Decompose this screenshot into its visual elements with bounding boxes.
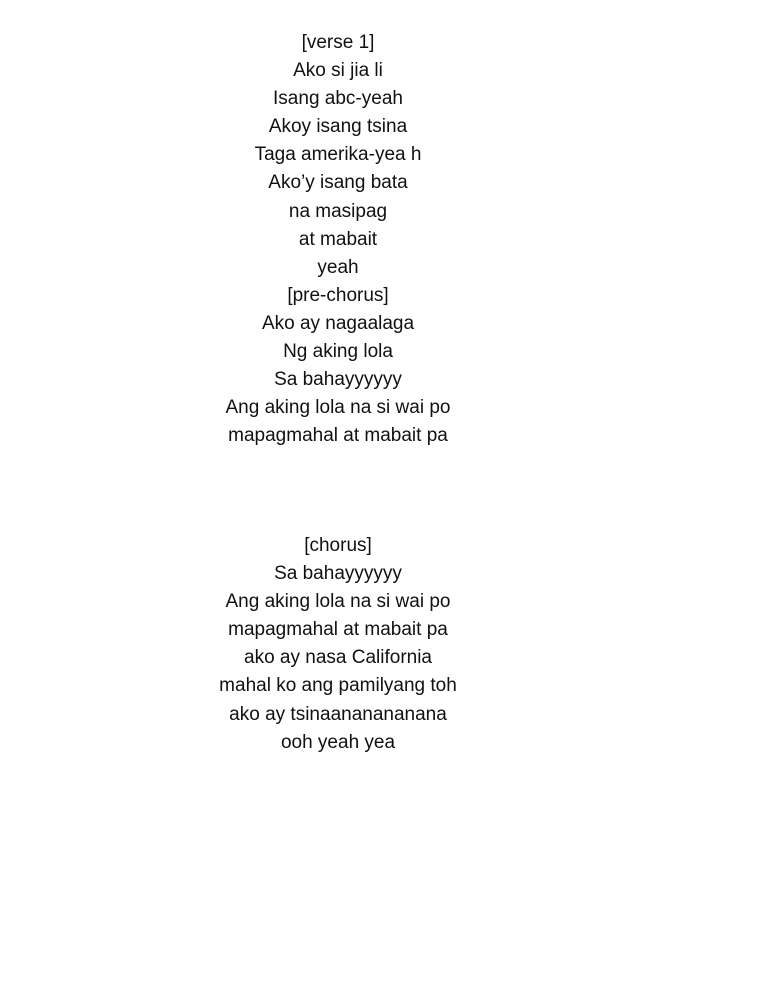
lyric-line: Ang aking lola na si wai po (225, 397, 451, 419)
lyric-line: na masipag (288, 200, 388, 222)
lyric-line: mapagmahal at mabait pa (228, 425, 448, 447)
lyric-line: Ang aking lola na si wai po (225, 591, 451, 613)
lyric-line: ooh yeah yea (280, 731, 396, 753)
section-label-pre-chorus: [pre-chorus] (287, 284, 389, 306)
lyric-line: at mabait (298, 228, 378, 250)
lyric-line: Ako si jia li (293, 60, 383, 82)
lyric-line: Akoy isang tsina (268, 116, 408, 138)
lyric-line: ako ay tsinaananananana (229, 703, 447, 725)
lyric-line: yeah (317, 256, 359, 278)
lyric-line: Ako ay nagaalaga (261, 312, 415, 334)
lyric-line: Isang abc-yeah (273, 88, 403, 110)
lyric-line: Sa bahayyyyyy (274, 369, 402, 391)
lyric-line: mapagmahal at mabait pa (228, 619, 448, 641)
lyric-line: Ako’y isang bata (268, 172, 408, 194)
section-label-verse: [verse 1] (301, 32, 375, 53)
lyric-line: ako ay nasa California (244, 647, 432, 669)
lyric-line: Ng aking lola (283, 341, 393, 363)
lyric-line: Taga amerika-yea h (254, 144, 422, 166)
chorus-section (0, 532, 676, 757)
section-label-chorus: [chorus] (304, 535, 372, 556)
lyric-line: mahal ko ang pamilyang toh (219, 675, 457, 697)
lyric-line: Sa bahayyyyyy (274, 563, 402, 585)
verse-section (0, 29, 676, 450)
